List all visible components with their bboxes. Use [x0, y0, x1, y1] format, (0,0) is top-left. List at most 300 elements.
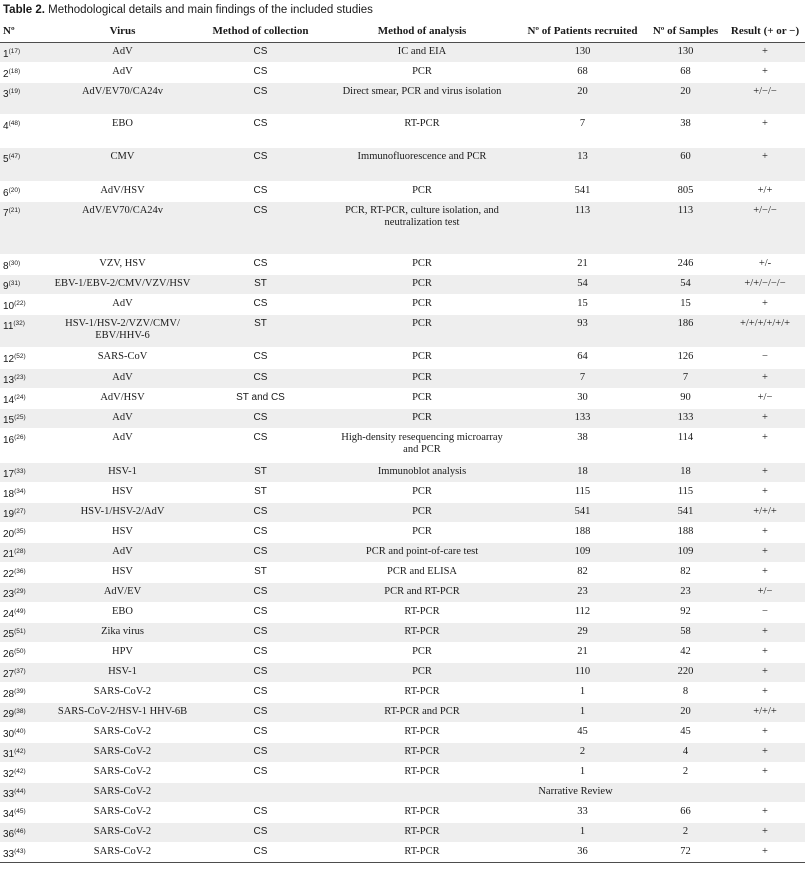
- col-header-virus: Virus: [49, 20, 196, 43]
- cell-samples: 42: [646, 643, 725, 663]
- cell-collection: CS: [196, 255, 325, 275]
- cell-number: [0, 703, 49, 723]
- cell-number: [0, 389, 49, 409]
- table-row: [0, 663, 805, 683]
- cell-collection: CS: [196, 543, 325, 563]
- cell-result: +: [725, 429, 805, 463]
- table-row: [0, 182, 805, 202]
- row-number: 5: [3, 154, 9, 165]
- cell-result: +: [725, 563, 805, 583]
- cell-result: +/+: [725, 182, 805, 202]
- cell-analysis: PCR: [325, 483, 519, 503]
- cell-patients: 68: [519, 63, 646, 83]
- cell-analysis: PCR: [325, 389, 519, 409]
- row-number: 24: [3, 609, 15, 620]
- cell-analysis: Immunoblot analysis: [325, 463, 519, 483]
- row-reference: (45): [14, 808, 26, 815]
- table-row: [0, 723, 805, 743]
- cell-analysis: RT-PCR: [325, 683, 519, 703]
- cell-collection: CS: [196, 583, 325, 603]
- cell-virus: SARS-CoV-2: [49, 723, 196, 743]
- row-reference: (20): [8, 187, 21, 194]
- cell-samples: 220: [646, 663, 725, 683]
- cell-result: −: [725, 348, 805, 369]
- cell-virus: HSV: [49, 563, 196, 583]
- cell-patients: 113: [519, 202, 646, 255]
- cell-result: +: [725, 483, 805, 503]
- cell-patients: 109: [519, 543, 646, 563]
- cell-collection: ST and CS: [196, 389, 325, 409]
- cell-virus: AdV: [49, 543, 196, 563]
- row-number: 20: [3, 529, 15, 540]
- table-row: [0, 503, 805, 523]
- cell-analysis: IC and EIA: [325, 43, 519, 63]
- cell-collection: CS: [196, 63, 325, 83]
- cell-result: +/−/−: [725, 202, 805, 255]
- cell-patients: 54: [519, 275, 646, 295]
- table-row: [0, 275, 805, 295]
- cell-collection: CS: [196, 43, 325, 63]
- cell-number: [0, 315, 49, 348]
- cell-collection: CS: [196, 623, 325, 643]
- row-number: 33: [3, 789, 15, 800]
- cell-patients: 93: [519, 315, 646, 348]
- table-row: [0, 115, 805, 148]
- cell-collection: CS: [196, 603, 325, 623]
- cell-samples: 92: [646, 603, 725, 623]
- cell-number: [0, 763, 49, 783]
- row-reference: (42): [14, 748, 26, 755]
- col-header-result: Result (+ or −): [725, 20, 805, 43]
- cell-virus: HSV-1: [49, 663, 196, 683]
- cell-virus: AdV/HSV: [49, 182, 196, 202]
- cell-patients: 13: [519, 148, 646, 182]
- cell-samples: 90: [646, 389, 725, 409]
- table-row: [0, 543, 805, 563]
- cell-result: +: [725, 43, 805, 63]
- table-row: [0, 255, 805, 275]
- row-reference: (32): [13, 320, 25, 327]
- cell-analysis: RT-PCR: [325, 115, 519, 148]
- cell-analysis: PCR: [325, 369, 519, 389]
- table-row: [0, 743, 805, 763]
- cell-virus: AdV/EV: [49, 583, 196, 603]
- table-row: [0, 803, 805, 823]
- cell-number: [0, 803, 49, 823]
- cell-collection: CS: [196, 409, 325, 429]
- cell-collection: CS: [196, 182, 325, 202]
- row-number: 33: [3, 849, 15, 860]
- cell-number: [0, 783, 49, 803]
- row-number: 23: [3, 589, 15, 600]
- cell-collection: CS: [196, 348, 325, 369]
- cell-analysis: RT-PCR and PCR: [325, 703, 519, 723]
- cell-virus: EBV-1/EBV-2/CMV/VZV/HSV: [49, 275, 196, 295]
- cell-result: +/−: [725, 389, 805, 409]
- cell-patients: 1: [519, 763, 646, 783]
- row-number: 13: [3, 375, 15, 386]
- cell-result: +: [725, 463, 805, 483]
- cell-collection: CS: [196, 523, 325, 543]
- cell-number: [0, 429, 49, 463]
- cell-analysis: RT-PCR: [325, 763, 519, 783]
- cell-patients: 130: [519, 43, 646, 63]
- cell-result: +: [725, 803, 805, 823]
- row-number: 34: [3, 809, 15, 820]
- cell-samples: 2: [646, 763, 725, 783]
- row-number: 28: [3, 689, 15, 700]
- cell-patients: 45: [519, 723, 646, 743]
- cell-virus: AdV: [49, 369, 196, 389]
- cell-samples: 66: [646, 803, 725, 823]
- row-reference: (25): [14, 414, 26, 421]
- row-number: 16: [3, 435, 15, 446]
- cell-virus: HSV-1: [49, 463, 196, 483]
- cell-virus: SARS-CoV-2: [49, 683, 196, 703]
- col-header-patients: Nº of Patients recruited: [519, 20, 646, 43]
- row-reference: (38): [14, 708, 26, 715]
- row-reference: (23): [14, 374, 26, 381]
- row-number: 10: [3, 301, 15, 312]
- cell-patients: 115: [519, 483, 646, 503]
- cell-virus: HSV-1/HSV-2/AdV: [49, 503, 196, 523]
- cell-collection: CS: [196, 723, 325, 743]
- cell-collection: CS: [196, 202, 325, 255]
- cell-collection: CS: [196, 503, 325, 523]
- cell-samples: 20: [646, 703, 725, 723]
- cell-number: [0, 202, 49, 255]
- cell-number: [0, 348, 49, 369]
- cell-samples: 18: [646, 463, 725, 483]
- cell-collection: CS: [196, 843, 325, 863]
- row-reference: (35): [14, 528, 26, 535]
- cell-result: +: [725, 523, 805, 543]
- row-reference: (26): [14, 434, 26, 441]
- cell-number: [0, 463, 49, 483]
- cell-analysis: PCR, RT-PCR, culture isolation, and neutralization test: [325, 202, 519, 255]
- cell-samples: 54: [646, 275, 725, 295]
- row-number: 7: [3, 208, 9, 219]
- cell-number: [0, 369, 49, 389]
- row-number: 15: [3, 415, 15, 426]
- cell-number: [0, 563, 49, 583]
- cell-virus: AdV: [49, 429, 196, 463]
- cell-patients: 112: [519, 603, 646, 623]
- cell-virus: VZV, HSV: [49, 255, 196, 275]
- cell-samples: 188: [646, 523, 725, 543]
- cell-result: +/−: [725, 583, 805, 603]
- table-row: [0, 823, 805, 843]
- row-reference: (21): [8, 207, 21, 214]
- cell-analysis: PCR and point-of-care test: [325, 543, 519, 563]
- cell-number: [0, 503, 49, 523]
- cell-result: +: [725, 369, 805, 389]
- cell-virus: SARS-CoV-2: [49, 783, 196, 803]
- row-reference: (51): [14, 628, 26, 635]
- cell-samples: 15: [646, 295, 725, 315]
- cell-analysis: PCR: [325, 182, 519, 202]
- cell-number: [0, 663, 49, 683]
- table-body: [0, 43, 805, 863]
- cell-samples: 38: [646, 115, 725, 148]
- cell-virus: AdV/HSV: [49, 389, 196, 409]
- cell-samples: 115: [646, 483, 725, 503]
- row-reference: (48): [8, 120, 21, 127]
- cell-collection: CS: [196, 643, 325, 663]
- table-row: [0, 409, 805, 429]
- row-reference: (19): [8, 88, 21, 95]
- table-row: [0, 843, 805, 863]
- cell-result: +/+/+/+/+/+: [725, 315, 805, 348]
- cell-number: [0, 523, 49, 543]
- row-number: 19: [3, 509, 15, 520]
- col-header-collection: Method of collection: [196, 20, 325, 43]
- cell-patients: 7: [519, 115, 646, 148]
- row-reference: (37): [14, 668, 26, 675]
- cell-result: +/+/+: [725, 503, 805, 523]
- cell-result: +: [725, 743, 805, 763]
- cell-virus: HSV-1/HSV-2/VZV/CMV/ EBV/HHV-6: [49, 315, 196, 348]
- cell-note: [196, 783, 805, 803]
- row-reference: (22): [14, 300, 26, 307]
- cell-virus: AdV/EV70/CA24v: [49, 202, 196, 255]
- cell-virus: AdV: [49, 63, 196, 83]
- table-row: [0, 202, 805, 255]
- cell-patients: 7: [519, 369, 646, 389]
- row-reference: (47): [8, 153, 21, 160]
- row-number: 14: [3, 395, 15, 406]
- row-number: 1: [3, 49, 9, 60]
- cell-collection: ST: [196, 563, 325, 583]
- cell-number: [0, 603, 49, 623]
- cell-samples: 45: [646, 723, 725, 743]
- row-reference: (50): [14, 648, 26, 655]
- cell-patients: 64: [519, 348, 646, 369]
- row-number: 32: [3, 769, 15, 780]
- table-row: [0, 563, 805, 583]
- cell-samples: 114: [646, 429, 725, 463]
- cell-collection: ST: [196, 483, 325, 503]
- cell-number: [0, 623, 49, 643]
- cell-virus: SARS-CoV-2: [49, 743, 196, 763]
- cell-number: [0, 83, 49, 115]
- cell-patients: 110: [519, 663, 646, 683]
- cell-result: +: [725, 623, 805, 643]
- cell-number: [0, 483, 49, 503]
- cell-number: [0, 683, 49, 703]
- cell-patients: 23: [519, 583, 646, 603]
- cell-collection: ST: [196, 463, 325, 483]
- cell-patients: 21: [519, 255, 646, 275]
- cell-collection: CS: [196, 369, 325, 389]
- cell-number: [0, 63, 49, 83]
- cell-samples: 2: [646, 823, 725, 843]
- cell-virus: AdV: [49, 409, 196, 429]
- cell-samples: 133: [646, 409, 725, 429]
- cell-result: +: [725, 763, 805, 783]
- table-row: [0, 463, 805, 483]
- cell-virus: SARS-CoV-2: [49, 823, 196, 843]
- row-reference: (24): [14, 394, 26, 401]
- table-row: [0, 523, 805, 543]
- cell-collection: CS: [196, 115, 325, 148]
- row-reference: (30): [8, 260, 21, 267]
- row-number: 11: [3, 321, 14, 332]
- cell-result: +: [725, 115, 805, 148]
- cell-samples: 68: [646, 63, 725, 83]
- cell-patients: 30: [519, 389, 646, 409]
- cell-analysis: PCR: [325, 348, 519, 369]
- cell-number: [0, 843, 49, 863]
- cell-collection: CS: [196, 823, 325, 843]
- cell-patients: 38: [519, 429, 646, 463]
- cell-collection: CS: [196, 295, 325, 315]
- cell-number: [0, 409, 49, 429]
- row-number: 12: [3, 354, 15, 365]
- cell-number: [0, 643, 49, 663]
- cell-virus: AdV: [49, 43, 196, 63]
- cell-analysis: RT-PCR: [325, 803, 519, 823]
- cell-samples: 126: [646, 348, 725, 369]
- cell-samples: 541: [646, 503, 725, 523]
- cell-virus: SARS-CoV: [49, 348, 196, 369]
- cell-analysis: PCR: [325, 63, 519, 83]
- row-number: 8: [3, 261, 9, 272]
- table-row: [0, 623, 805, 643]
- cell-analysis: PCR: [325, 275, 519, 295]
- cell-patients: 541: [519, 503, 646, 523]
- row-number: 18: [3, 489, 15, 500]
- table-row: [0, 369, 805, 389]
- row-number: 6: [3, 188, 9, 199]
- cell-collection: CS: [196, 148, 325, 182]
- row-number: 36: [3, 829, 15, 840]
- table-row: [0, 63, 805, 83]
- cell-samples: 72: [646, 843, 725, 863]
- narrative-review-note: Narrative Review: [538, 786, 613, 797]
- cell-patients: 15: [519, 295, 646, 315]
- col-header-analysis: Method of analysis: [325, 20, 519, 43]
- table-row: [0, 389, 805, 409]
- table-row: [0, 783, 805, 803]
- table-caption: [0, 0, 805, 20]
- cell-result: +/−/−: [725, 83, 805, 115]
- cell-samples: 113: [646, 202, 725, 255]
- cell-collection: CS: [196, 743, 325, 763]
- cell-result: +: [725, 683, 805, 703]
- cell-analysis: High-density resequencing microarray and PCR: [325, 429, 519, 463]
- cell-samples: 20: [646, 83, 725, 115]
- cell-analysis: Immunofluorescence and PCR: [325, 148, 519, 182]
- cell-virus: HPV: [49, 643, 196, 663]
- cell-result: +: [725, 63, 805, 83]
- cell-samples: 246: [646, 255, 725, 275]
- cell-analysis: PCR: [325, 523, 519, 543]
- cell-analysis: PCR: [325, 315, 519, 348]
- table-row: [0, 43, 805, 63]
- cell-analysis: RT-PCR: [325, 743, 519, 763]
- cell-result: +: [725, 148, 805, 182]
- cell-samples: 8: [646, 683, 725, 703]
- cell-virus: AdV: [49, 295, 196, 315]
- cell-result: −: [725, 603, 805, 623]
- cell-number: [0, 148, 49, 182]
- row-number: 31: [3, 749, 15, 760]
- row-reference: (44): [14, 788, 26, 795]
- cell-result: +: [725, 543, 805, 563]
- cell-number: [0, 295, 49, 315]
- cell-patients: 2: [519, 743, 646, 763]
- row-reference: (18): [8, 68, 21, 75]
- cell-analysis: PCR and ELISA: [325, 563, 519, 583]
- cell-number: [0, 255, 49, 275]
- cell-result: +/+/+: [725, 703, 805, 723]
- cell-patients: 33: [519, 803, 646, 823]
- cell-patients: 1: [519, 683, 646, 703]
- cell-analysis: PCR and RT-PCR: [325, 583, 519, 603]
- cell-number: [0, 543, 49, 563]
- table-row: [0, 83, 805, 115]
- cell-samples: 82: [646, 563, 725, 583]
- cell-virus: EBO: [49, 115, 196, 148]
- cell-result: +: [725, 823, 805, 843]
- cell-patients: 1: [519, 823, 646, 843]
- table-row: [0, 643, 805, 663]
- col-header-number: Nº: [0, 20, 49, 43]
- cell-virus: SARS-CoV-2: [49, 843, 196, 863]
- cell-collection: CS: [196, 663, 325, 683]
- table-row: [0, 683, 805, 703]
- cell-result: +: [725, 295, 805, 315]
- header-row: [0, 20, 805, 43]
- cell-analysis: RT-PCR: [325, 603, 519, 623]
- row-reference: (29): [14, 588, 26, 595]
- row-reference: (36): [14, 568, 26, 575]
- cell-samples: 60: [646, 148, 725, 182]
- cell-analysis: PCR: [325, 663, 519, 683]
- cell-collection: CS: [196, 703, 325, 723]
- row-number: 25: [3, 629, 15, 640]
- row-number: 3: [3, 89, 9, 100]
- row-number: 29: [3, 709, 15, 720]
- table-row: [0, 295, 805, 315]
- cell-result: +/+/−/−/−: [725, 275, 805, 295]
- cell-virus: CMV: [49, 148, 196, 182]
- cell-virus: HSV: [49, 483, 196, 503]
- cell-analysis: PCR: [325, 503, 519, 523]
- row-reference: (42): [14, 768, 26, 775]
- row-number: 27: [3, 669, 15, 680]
- cell-analysis: PCR: [325, 295, 519, 315]
- cell-patients: 133: [519, 409, 646, 429]
- cell-result: +: [725, 643, 805, 663]
- cell-result: +: [725, 843, 805, 863]
- row-reference: (39): [14, 688, 26, 695]
- cell-samples: 4: [646, 743, 725, 763]
- cell-virus: Zika virus: [49, 623, 196, 643]
- table-row: [0, 603, 805, 623]
- cell-patients: 18: [519, 463, 646, 483]
- row-reference: (34): [14, 488, 26, 495]
- cell-number: [0, 182, 49, 202]
- row-reference: (46): [14, 828, 26, 835]
- row-reference: (40): [14, 728, 26, 735]
- caption-text: Methodological details and main findings of the included studies: [44, 4, 373, 16]
- cell-analysis: RT-PCR: [325, 623, 519, 643]
- cell-collection: CS: [196, 683, 325, 703]
- row-number: 22: [3, 569, 15, 580]
- cell-analysis: RT-PCR: [325, 823, 519, 843]
